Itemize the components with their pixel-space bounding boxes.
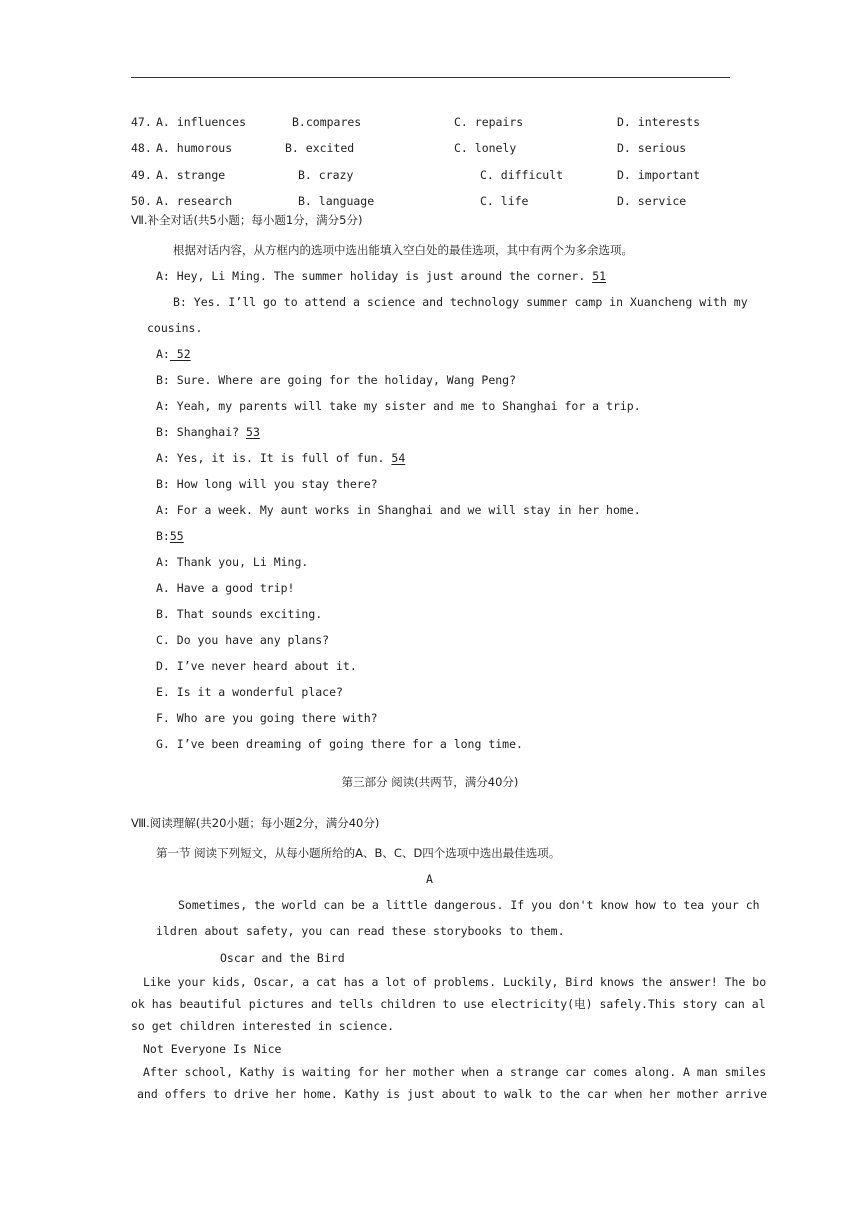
option-d: D. interests [617,115,701,129]
book-title-oscar: Oscar and the Bird [220,951,345,965]
option-a: A. influences [156,115,247,129]
dialogue-line-5: A: Yeah, my parents will take my sister and me to Shanghai for a trip. [156,399,641,413]
blank-51: 51 [592,269,607,283]
option-a: A. humorous [156,141,233,155]
blank-53: 53 [246,425,260,439]
option-item: A. Have a good trip! [156,581,295,595]
section-7-instruction: 根据对话内容，从方框内的选项中选出能填入空白处的最佳选项，其中有两个为多余选项。 [173,243,633,257]
passage-intro-line-1: Sometimes, the world can be a little dangerous. If you don't know how to tea your ch [178,898,760,912]
passage-intro-line-2: ildren about safety, you can read these storybooks to them. [156,924,565,938]
book-1-line-2: ok has beautiful pictures and tells children to use electricity(电) safely.This story can al [131,997,766,1011]
option-item: F. Who are you going there with? [156,711,378,725]
option-item: D. I’ve never heard about it. [156,659,357,673]
dialogue-line-9: A: For a week. My aunt works in Shanghai and we will stay in her home. [156,503,641,517]
dialogue-line-6 [156,425,260,439]
header-rule [131,77,730,78]
dialogue-line-10 [156,529,184,543]
passage-label: A [426,872,433,886]
dialogue-text: B: Shanghai? [156,425,247,439]
option-b: B. excited [285,141,355,155]
dialogue-text: B: [156,529,170,543]
section-7-heading: Ⅶ.补全对话(共5小题；每小题1分，满分5分) [131,213,363,227]
dialogue-text: A: Yes, it is. It is full of fun. [156,451,392,465]
option-a: A. research [156,194,233,208]
option-item: E. Is it a wonderful place? [156,685,343,699]
question-number: 47. [131,115,152,129]
question-number: 49. [131,168,152,182]
book-1-line-1: Like your kids, Oscar, a cat has a lot of problems. Luckily, Bird knows the answer! The bo [143,975,767,989]
option-c: C. lonely [454,141,517,155]
blank-52: 52 [169,347,191,361]
dialogue-line-3 [156,347,191,361]
section-8-heading: Ⅷ.阅读理解(共20小题；每小题2分，满分40分) [131,816,380,830]
dialogue-line-2: B: Yes. I’ll go to attend a science and technology summer camp in Xuancheng with my [173,295,748,309]
dialogue-line-1 [156,269,606,283]
dialogue-line-11: A: Thank you, Li Ming. [156,555,309,569]
option-a: A. strange [156,168,226,182]
dialogue-line-8: B: How long will you stay there? [156,477,378,491]
question-number: 48. [131,141,152,155]
option-c: C. difficult [480,168,564,182]
dialogue-text: A: Hey, Li Ming. The summer holiday is just around the corner. [156,269,593,283]
option-item: G. I’ve been dreaming of going there for a long time. [156,737,523,751]
option-d: D. service [617,194,687,208]
option-item: B. That sounds exciting. [156,607,323,621]
book-1-line-3: so get children interested in science. [131,1019,395,1033]
option-d: D. serious [617,141,687,155]
option-c: C. life [480,194,529,208]
dialogue-line-2-cont: cousins. [147,321,203,335]
dialogue-text: A: [156,347,170,361]
option-d: D. important [617,168,701,182]
part-3-title: 第三部分 阅读(共两节，满分40分) [341,775,519,789]
option-item: C. Do you have any plans? [156,633,330,647]
dialogue-line-4: B: Sure. Where are going for the holiday, Wang Peng? [156,373,517,387]
option-b: B. language [298,194,375,208]
option-b: B. crazy [298,168,354,182]
book-2-line-2: and offers to drive her home. Kathy is just about to walk to the car when her mother arrive [137,1087,768,1101]
option-c: C. repairs [454,115,524,129]
question-number: 50. [131,194,152,208]
blank-55: 55 [169,529,184,543]
blank-54: 54 [391,451,406,465]
dialogue-line-7 [156,451,405,465]
section-8-instruction: 第一节 阅读下列短文，从每小题所给的A、B、C、D四个选项中选出最佳选项。 [156,846,561,860]
book-2-line-1: After school, Kathy is waiting for her mother when a strange car comes along. A man smiles [143,1065,767,1079]
option-b: B.compares [292,115,362,129]
book-title-not-everyone: Not Everyone Is Nice [143,1042,282,1056]
